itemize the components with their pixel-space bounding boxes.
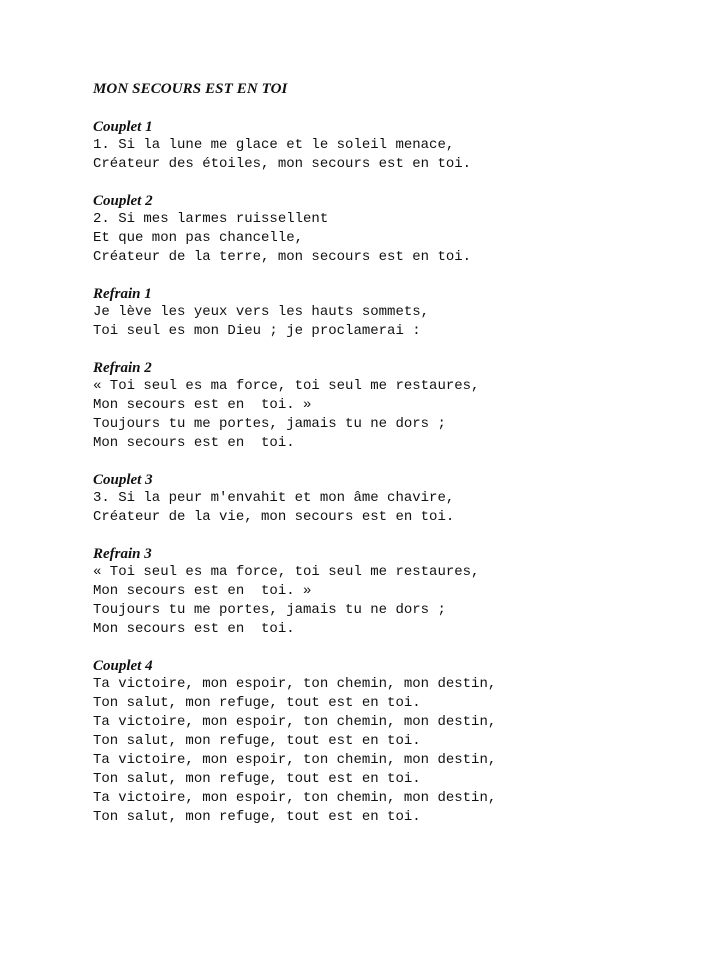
lyric-line: Mon secours est en toi. » [93, 583, 312, 599]
lyric-line: Ton salut, mon refuge, tout est en toi. [93, 809, 421, 825]
lyric-line: Toi seul es mon Dieu ; je proclamerai : [93, 323, 421, 339]
lyric-line: « Toi seul es ma force, toi seul me restaures, [93, 378, 480, 394]
song-section [93, 657, 693, 827]
section-heading: Refrain 1 [93, 286, 152, 302]
lyric-line: Ton salut, mon refuge, tout est en toi. [93, 733, 421, 749]
song-section [93, 118, 693, 174]
section-heading: Couplet 3 [93, 472, 153, 488]
section-heading: Refrain 3 [93, 546, 152, 562]
song-section [93, 359, 693, 453]
lyric-line: Ta victoire, mon espoir, ton chemin, mon destin, [93, 714, 497, 730]
song-sections [93, 118, 693, 827]
lyric-line: Mon secours est en toi. [93, 621, 295, 637]
section-heading: Refrain 2 [93, 360, 152, 376]
lyric-line: Toujours tu me portes, jamais tu ne dors ; [93, 602, 446, 618]
lyric-line: Ta victoire, mon espoir, ton chemin, mon destin, [93, 676, 497, 692]
song-section [93, 285, 693, 341]
lyric-line: Ton salut, mon refuge, tout est en toi. [93, 695, 421, 711]
lyric-line: Créateur des étoiles, mon secours est en toi. [93, 156, 472, 172]
lyric-line: Mon secours est en toi. » [93, 397, 312, 413]
lyric-line: 3. Si la peur m'envahit et mon âme chavire, [93, 490, 455, 506]
lyric-line: Ton salut, mon refuge, tout est en toi. [93, 771, 421, 787]
lyric-line: Créateur de la terre, mon secours est en toi. [93, 249, 472, 265]
song-section [93, 192, 693, 267]
lyric-line: Mon secours est en toi. [93, 435, 295, 451]
section-heading: Couplet 4 [93, 658, 153, 674]
section-heading: Couplet 2 [93, 193, 153, 209]
lyric-line: Et que mon pas chancelle, [93, 230, 304, 246]
lyric-line: Je lève les yeux vers les hauts sommets, [93, 304, 430, 320]
document-title: MON SECOURS EST EN TOI [93, 81, 288, 97]
lyric-line: Ta victoire, mon espoir, ton chemin, mon destin, [93, 790, 497, 806]
lyric-line: Créateur de la vie, mon secours est en toi. [93, 509, 455, 525]
document-content [93, 80, 693, 845]
lyric-line: Ta victoire, mon espoir, ton chemin, mon destin, [93, 752, 497, 768]
section-heading: Couplet 1 [93, 119, 153, 135]
lyric-line: 2. Si mes larmes ruissellent [93, 211, 329, 227]
lyric-line: Toujours tu me portes, jamais tu ne dors ; [93, 416, 446, 432]
song-section [93, 545, 693, 639]
lyric-line: « Toi seul es ma force, toi seul me restaures, [93, 564, 480, 580]
lyric-line: 1. Si la lune me glace et le soleil menace, [93, 137, 455, 153]
song-section [93, 471, 693, 527]
